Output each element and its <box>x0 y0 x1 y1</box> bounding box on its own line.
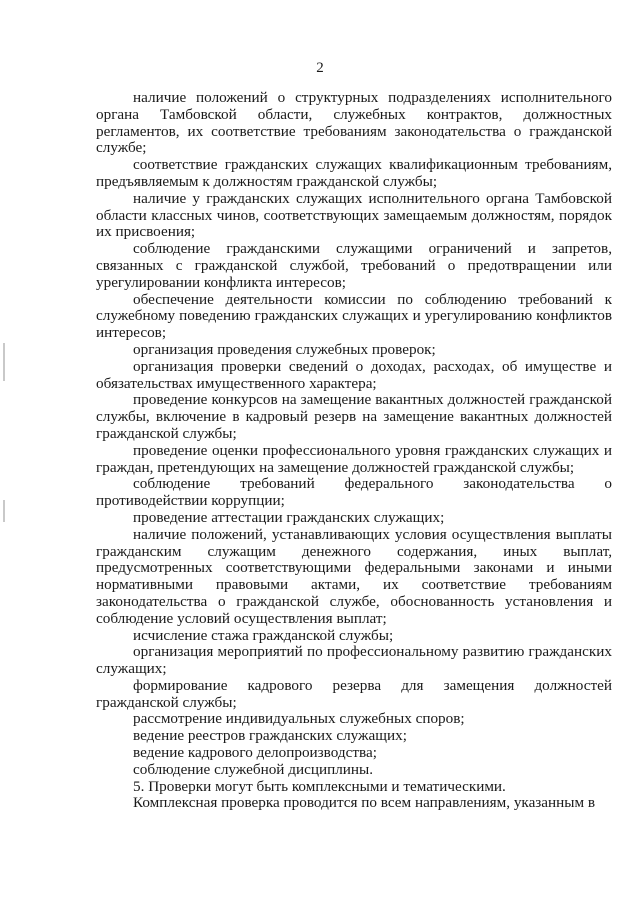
paragraph: соблюдение гражданскими служащими ограничений и запретов, связанных с гражданской службой, требований о предотвращении или урегулировании конфликта интересов; <box>96 240 612 291</box>
paragraph: соблюдение служебной дисциплины. <box>133 760 374 778</box>
paragraph: организация проверки сведений о доходах, расходах, об имуществе и обязательствах имущественного характера; <box>96 357 612 392</box>
paragraph: наличие положений, устанавливающих условия осуществления выплаты гражданским служащим денежного содержания, иных выплат, предусмотренных соответствующими федеральными законами и иными нормативными правовыми актами, их соответствие требованиям законодательства о гражданской службе, обоснованность установления и соблюдение условий осуществления выплат; <box>96 525 612 627</box>
paragraph: ведение кадрового делопроизводства; <box>133 744 377 762</box>
paragraph: Комплексная проверка проводится по всем направлениям, указанным в <box>133 794 596 812</box>
paragraph: рассмотрение индивидуальных служебных споров; <box>133 710 465 728</box>
paragraph: организация проведения служебных проверок; <box>133 340 436 358</box>
paragraph: проведение аттестации гражданских служащих; <box>133 508 445 526</box>
paragraph: проведение оценки профессионального уровня гражданских служащих и граждан, претендующих на замещение должностей гражданской службы; <box>96 441 612 476</box>
paragraph: исчисление стажа гражданской службы; <box>133 626 394 644</box>
paragraph: организация мероприятий по профессиональному развитию гражданских служащих; <box>96 643 612 678</box>
paragraph: наличие положений о структурных подразделениях исполнительного органа Тамбовской области, служебных контрактов, должностных регламентов, их соответствие требованиям законодательства о гражданской службе; <box>96 89 612 157</box>
paragraph: формирование кадрового резерва для замещения должностей гражданской службы; <box>96 676 612 711</box>
document-body <box>96 90 612 812</box>
paragraph: 5. Проверки могут быть комплексными и тематическими. <box>133 777 506 795</box>
paragraph: обеспечение деятельности комиссии по соблюдению требований к служебному поведению гражданских служащих и урегулированию конфликтов интересов; <box>96 290 612 342</box>
scan-edge-mark <box>3 500 5 522</box>
page-number: 2 <box>316 60 324 76</box>
paragraph: проведение конкурсов на замещение вакантных должностей гражданской службы, включение в кадровый резерв на замещение вакантных должностей гражданской службы; <box>96 391 612 442</box>
paragraph: соблюдение требований федерального законодательства о противодействии коррупции; <box>96 475 612 510</box>
paragraph: соответствие гражданских служащих квалификационным требованиям, предъявляемым к должностям гражданской службы; <box>96 156 612 190</box>
scan-edge-mark <box>3 343 5 381</box>
paragraph: наличие у гражданских служащих исполнительного органа Тамбовской области классных чинов, соответствующих замещаемым должностям, порядок их присвоения; <box>96 189 612 241</box>
paragraph: ведение реестров гражданских служащих; <box>133 727 407 745</box>
